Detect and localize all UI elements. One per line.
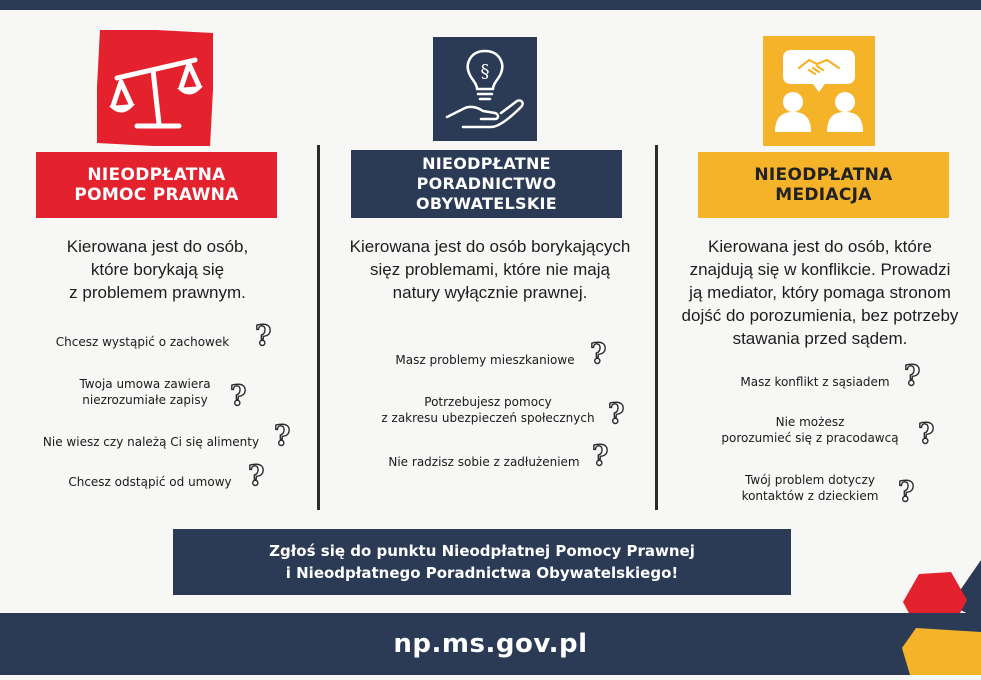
column-divider	[317, 145, 320, 510]
top-bar	[0, 0, 981, 10]
question-mark-icon: ?	[898, 475, 915, 508]
call-to-action-banner: Zgłoś się do punktu Nieodpłatnej Pomocy Prawnej i Nieodpłatnego Poradnictwa Obywatelskiego!	[173, 529, 791, 595]
heading-civic-advice: NIEODPŁATNE PORADNICTWO OBYWATELSKIE	[351, 150, 622, 218]
question-item: Nie radzisz sobie z zadłużeniem	[388, 455, 580, 469]
question-mark-icon: ?	[592, 439, 609, 472]
lightbulb-hand-icon	[433, 37, 537, 141]
question-item: Twoja umowa zawiera niezrozumiałe zapisy	[79, 377, 211, 407]
question-item: Nie możesz porozumieć się z pracodawcą	[721, 415, 899, 445]
handshake-people-icon	[763, 36, 875, 146]
question-mark-icon: ?	[918, 417, 935, 450]
question-item: Chcesz odstąpić od umowy	[68, 475, 232, 489]
footer-bar	[0, 613, 981, 675]
question-mark-icon: ?	[590, 337, 607, 370]
question-item: Twój problem dotyczy kontaktów z dzieckiem	[741, 473, 879, 503]
question-item: Masz konflikt z sąsiadem	[740, 375, 890, 389]
column-divider	[655, 145, 658, 510]
question-item: Potrzebujesz pomocy z zakresu ubezpieczeń społecznych	[381, 395, 595, 425]
decorative-yellow-hexagon	[902, 628, 981, 675]
question-mark-icon: ?	[904, 359, 921, 392]
question-item: Masz problemy mieszkaniowe	[395, 353, 575, 367]
question-mark-icon: ?	[230, 379, 247, 412]
question-item: Nie wiesz czy należą Ci się alimenty	[42, 435, 260, 449]
question-mark-icon: ?	[255, 319, 272, 352]
description-legal-aid: Kierowana jest do osób, które borykają się z problemem prawnym.	[66, 237, 249, 302]
question-mark-icon: ?	[274, 419, 291, 452]
description-civic-advice: Kierowana jest do osób borykających sięz problemami, które nie mają natury wyłącznie prawnej.	[349, 237, 631, 302]
question-mark-icon: ?	[608, 397, 625, 430]
heading-legal-aid: NIEODPŁATNA POMOC PRAWNA	[36, 152, 277, 218]
svg-text:§: §	[480, 61, 490, 82]
scales-icon	[97, 30, 213, 146]
description-mediation: Kierowana jest do osób, które znajdują się w konflikcie. Prowadzi ją mediator, który pomaga stronom dojść do porozumienia, bez potrzeby stawania przed sądem.	[681, 237, 959, 348]
question-mark-icon: ?	[248, 459, 265, 492]
heading-mediation: NIEODPŁATNA MEDIACJA	[698, 152, 949, 218]
question-item: Chcesz wystąpić o zachowek	[55, 335, 230, 349]
footer-url[interactable]: np.ms.gov.pl	[393, 629, 588, 659]
